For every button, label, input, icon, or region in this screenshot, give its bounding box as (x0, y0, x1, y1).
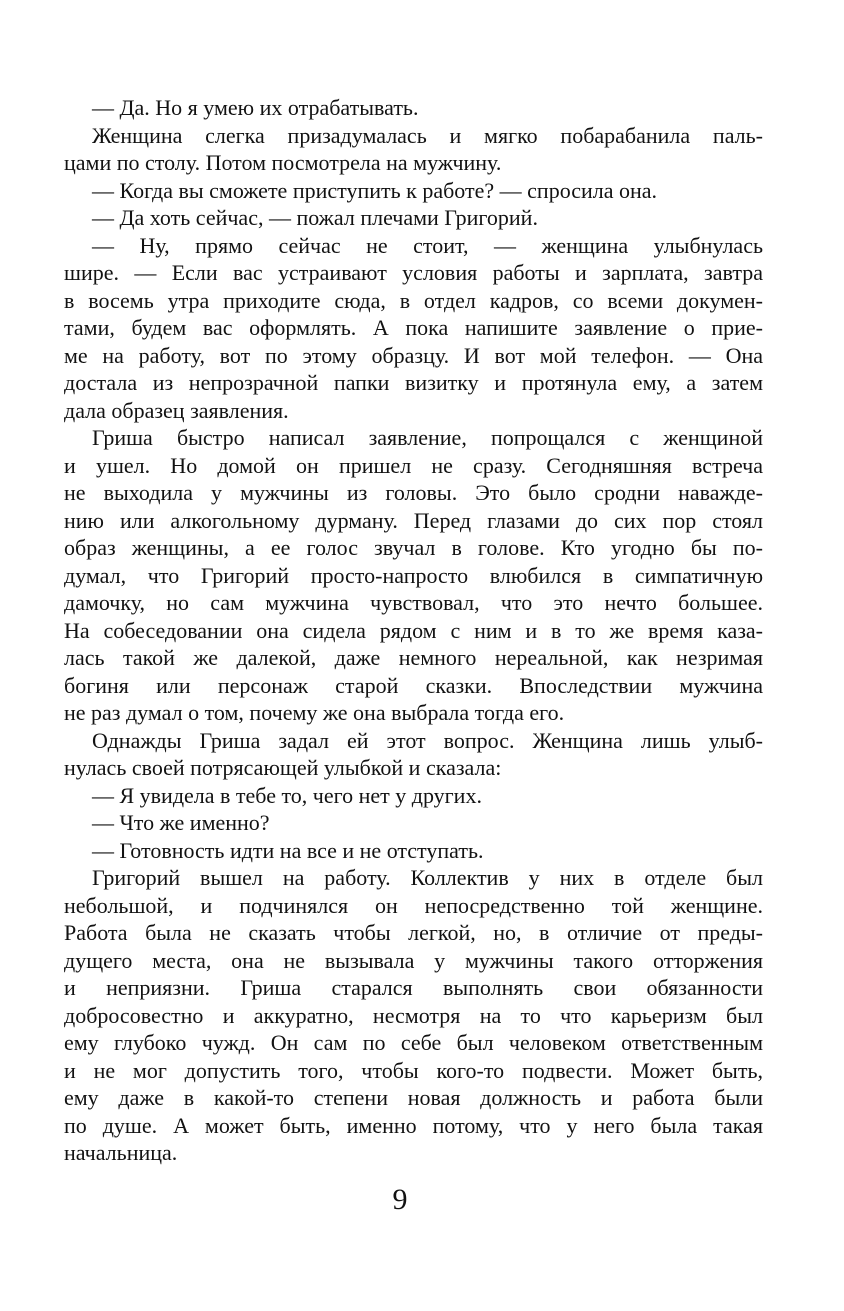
text-line: Гриша быстро написал заявление, попрощался с женщиной (92, 425, 763, 450)
text-line: дала образец заявления. (64, 397, 289, 423)
text-line: — Ну, прямо сейчас не стоит, — женщина улыбнулась (92, 232, 763, 258)
page-text (64, 94, 763, 1167)
text-line: — Готовность идти на все и не отступать. (92, 837, 484, 863)
text-line: думал, что Григорий просто-напросто влюбился в симпатичную (64, 562, 763, 588)
text-line: цами по столу. Потом посмотрела на мужчину. (64, 150, 502, 175)
paragraph (64, 232, 763, 425)
text-line: нию или алкогольному дурману. Перед глазами до сих пор стоял (64, 507, 763, 533)
text-line: На собеседовании она сидела рядом с ним и в то же время каза- (64, 617, 763, 643)
paragraph (64, 727, 763, 782)
text-line: в восемь утра приходите сюда, в отдел кадров, со всеми докумен- (64, 287, 763, 313)
text-line: и не мог допустить того, чтобы кого-то подвести. Может быть, (64, 1057, 763, 1083)
text-line: небольшой, и подчинялся он непосредственно той женщине. (64, 892, 763, 918)
text-line: — Я увидела в тебе то, чего нет у других. (92, 782, 482, 808)
paragraph (64, 837, 763, 865)
text-line: — Что же именно? (92, 810, 270, 835)
page-number: 9 (392, 1183, 408, 1216)
paragraph (64, 424, 763, 727)
text-line: образ женщины, а ее голос звучал в голове. Кто угодно бы по- (64, 535, 763, 560)
text-line: лась такой же далекой, даже немного нереальной, как незримая (64, 645, 763, 670)
text-line: и неприязни. Гриша старался выполнять свои обязанности (64, 975, 763, 1000)
text-line: шире. — Если вас устраивают условия работы и зарплата, завтра (64, 260, 763, 285)
text-line: тами, будем вас оформлять. А пока напишите заявление о прие- (64, 315, 763, 340)
paragraph (64, 204, 763, 232)
text-line: добросовестно и аккуратно, несмотря на то что карьеризм был (64, 1002, 763, 1028)
text-line: Однажды Гриша задал ей этот вопрос. Женщина лишь улыб- (92, 727, 763, 753)
text-line: не выходила у мужчины из головы. Это было сродни наважде- (64, 480, 763, 505)
text-line: ему даже в какой-то степени новая должность и работа были (64, 1085, 763, 1110)
text-line: ему глубоко чужд. Он сам по себе был человеком ответственным (64, 1030, 763, 1055)
paragraph (64, 94, 763, 122)
text-line: и ушел. Но домой он пришел не сразу. Сегодняшняя встреча (64, 452, 763, 478)
text-line: — Да. Но я умею их отрабатывать. (92, 95, 419, 120)
text-line: Женщина слегка призадумалась и мягко побарабанила паль- (92, 122, 763, 148)
text-line: по душе. А может быть, именно потому, что у него была такая (64, 1112, 763, 1138)
paragraph (64, 864, 763, 1167)
paragraph (64, 122, 763, 177)
text-line: дущего места, она не вызывала у мужчины такого отторжения (64, 947, 763, 973)
text-line: — Когда вы сможете приступить к работе? — спросила она. (92, 177, 658, 203)
text-line: достала из непрозрачной папки визитку и протянула ему, а затем (64, 370, 763, 395)
paragraph (64, 782, 763, 810)
paragraph (64, 809, 763, 837)
text-line: Работа была не сказать чтобы легкой, но, в отличие от преды- (64, 920, 763, 945)
text-line: ме на работу, вот по этому образцу. И вот мой телефон. — Она (64, 342, 763, 368)
text-line: нулась своей потрясающей улыбкой и сказала: (64, 755, 502, 780)
text-line: начальница. (64, 1140, 178, 1165)
text-line: Григорий вышел на работу. Коллектив у них в отделе был (92, 865, 763, 890)
text-line: богиня или персонаж старой сказки. Впоследствии мужчина (64, 672, 763, 698)
text-line: не раз думал о том, почему же она выбрала тогда его. (64, 700, 565, 725)
text-line: дамочку, но сам мужчина чувствовал, что это нечто большее. (64, 590, 763, 615)
paragraph (64, 177, 763, 205)
text-line: — Да хоть сейчас, — пожал плечами Григорий. (92, 205, 538, 230)
